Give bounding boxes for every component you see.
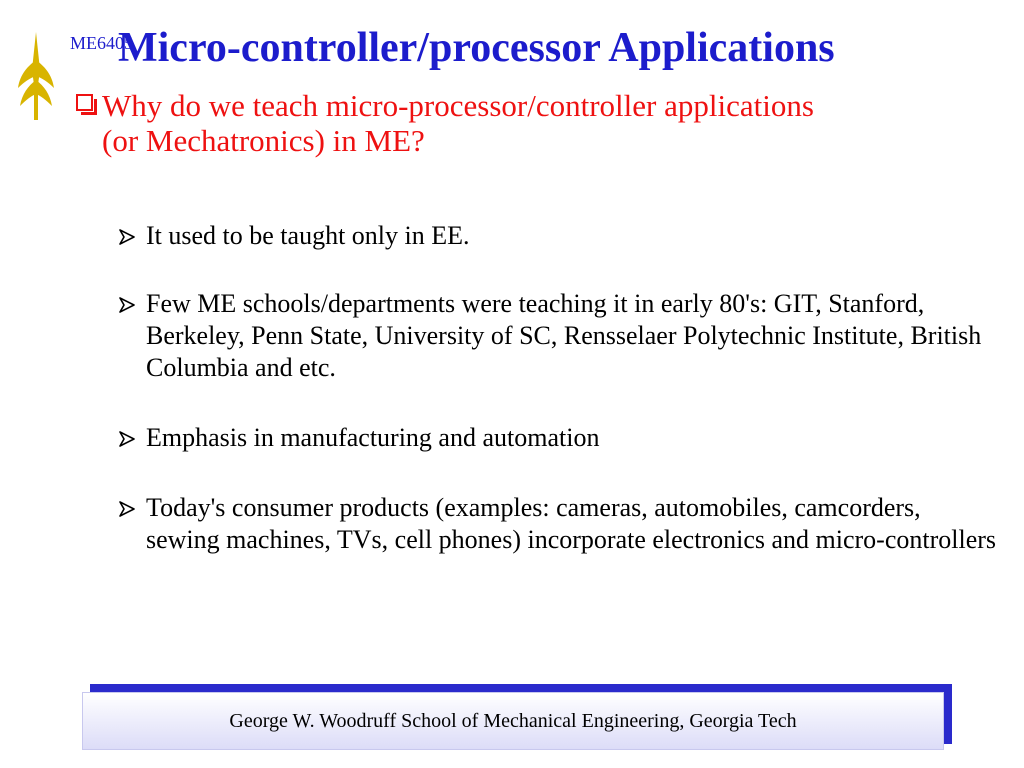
arrow-bullet-icon bbox=[118, 430, 136, 448]
arrow-bullet-icon bbox=[118, 228, 136, 246]
sub-bullet-text: It used to be taught only in EE. bbox=[146, 221, 470, 250]
main-bullet-text: Why do we teach micro-processor/controller applications (or Mechatronics) in ME? bbox=[102, 88, 814, 158]
slide-title: Micro-controller/processor Applications bbox=[118, 25, 835, 71]
sub-bullet-list bbox=[116, 220, 996, 594]
sub-bullet-item bbox=[116, 288, 996, 384]
sub-bullet-text: Today's consumer products (examples: cameras, automobiles, camcorders, sewing machines, TVs, cell phones) incorporate electronics and micro-controllers bbox=[146, 493, 997, 554]
sub-bullet-text: Emphasis in manufacturing and automation bbox=[146, 423, 600, 452]
arrow-bullet-icon bbox=[118, 500, 136, 518]
georgia-tech-logo-icon bbox=[14, 30, 58, 122]
main-bullet bbox=[76, 88, 836, 158]
sub-bullet-item bbox=[116, 422, 996, 454]
arrow-bullet-icon bbox=[118, 296, 136, 314]
sub-bullet-item bbox=[116, 492, 996, 556]
footer-banner bbox=[82, 692, 944, 750]
checkbox-bullet-icon bbox=[76, 94, 93, 111]
course-code: ME6405 bbox=[70, 33, 133, 53]
footer-text: George W. Woodruff School of Mechanical Engineering, Georgia Tech bbox=[229, 709, 797, 732]
sub-bullet-text: Few ME schools/departments were teaching it in early 80's: GIT, Stanford, Berkeley, Penn State, University of SC, Rensselaer Polytechnic Institute, British Columbia and etc. bbox=[146, 289, 982, 382]
sub-bullet-item bbox=[116, 220, 996, 252]
